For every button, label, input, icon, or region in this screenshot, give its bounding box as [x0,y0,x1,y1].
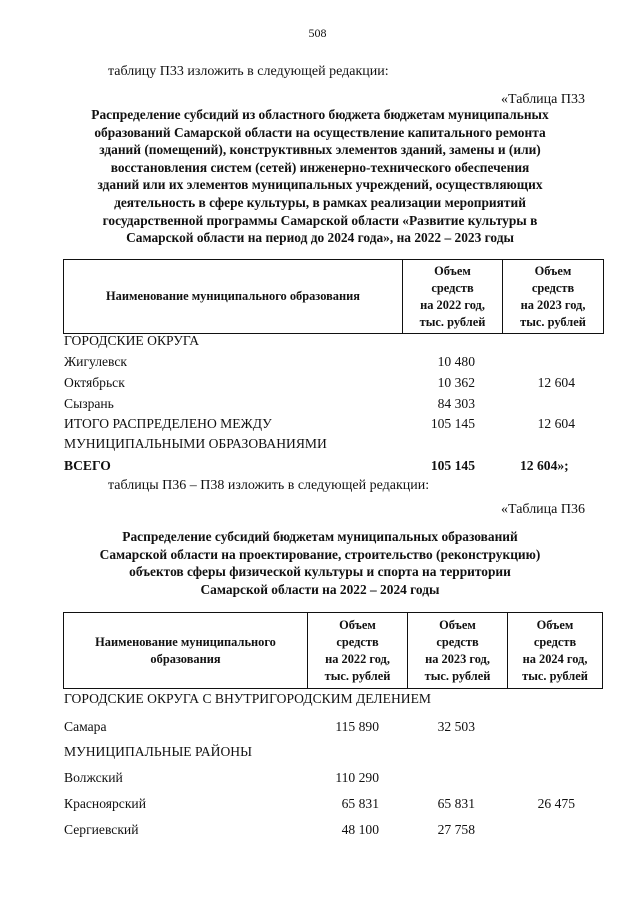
total-value-2023: 12 604»; [520,458,569,473]
row-value-2023: 27 758 [437,822,475,837]
table-row [0,396,635,416]
row-value-2022: 10 480 [437,354,475,369]
table-row [0,822,635,842]
table1-section: ГОРОДСКИЕ ОКРУГА [64,333,200,348]
table2-header-2022: Объем средств на 2022 год, тыс. рублей [308,613,408,689]
table-row [0,719,635,739]
table1-subtotal-row-cont [0,436,635,456]
table1-header-2022: Объем средств на 2022 год, тыс. рублей [403,260,503,334]
table2-title-line: Самарской области на 2022 – 2024 годы [200,581,440,597]
total-label: ВСЕГО [64,458,111,473]
table2-section1-row [0,691,635,711]
table2-title-line: объектов сферы физической культуры и спорта на территории [129,564,511,580]
table2-header-2023: Объем средств на 2023 год, тыс. рублей [408,613,508,689]
table2-header-name: Наименование муниципального образования [64,613,308,689]
table1-title-line: зданий (помещений), конструктивных элементов зданий, замены и (или) [99,142,541,158]
subtotal-value-2022: 105 145 [430,416,475,431]
table-row [0,770,635,790]
row-value-2022: 65 831 [341,796,379,811]
intro-text-2: таблицы П36 – П38 изложить в следующей редакции: [108,478,430,493]
row-value-2022: 48 100 [341,822,379,837]
table2-title-line: Распределение субсидий бюджетам муниципальных образований [122,529,518,544]
table2-header-2024: Объем средств на 2024 год, тыс. рублей [508,613,603,689]
row-name: Октябрьск [64,375,125,390]
table1-header [63,259,604,334]
table-row [0,796,635,816]
subtotal-label-line1: ИТОГО РАСПРЕДЕЛЕНО МЕЖДУ [64,416,272,431]
table-row [0,354,635,374]
row-value-2022: 10 362 [437,375,475,390]
table1-header-2023: Объем средств на 2023 год, тыс. рублей [503,260,604,334]
table2-title [40,528,600,598]
row-name: Сызрань [64,396,114,411]
table1-title-line: Самарской области на период до 2024 года», на 2022 – 2023 годы [126,230,514,246]
total-value-2022: 105 145 [430,458,475,473]
table1-section-row [0,333,635,353]
table1-title-line: государственной программы Самарской области «Развитие культуры в [102,212,538,228]
row-value-2024: 26 475 [537,796,575,811]
row-value-2023: 12 604 [537,375,575,390]
table1-title [40,106,600,247]
subtotal-value-2023: 12 604 [537,416,575,431]
table2-section2-row [0,744,635,764]
subtotal-label-line2: МУНИЦИПАЛЬНЫМИ ОБРАЗОВАНИЯМИ [64,436,327,451]
row-value-2022: 115 890 [335,719,379,734]
table-row [0,375,635,395]
row-value-2023: 32 503 [437,719,475,734]
row-name: Волжский [64,770,123,785]
table2-section2: МУНИЦИПАЛЬНЫЕ РАЙОНЫ [64,744,252,759]
table1-total-row [0,458,635,478]
row-name: Красноярский [64,796,146,811]
row-name: Самара [64,719,107,734]
table1-title-line: зданий или их элементов муниципальных учреждений, осуществляющих [97,177,543,193]
table1-title-line: восстановления систем (сетей) инженерно-технического обеспечения [110,159,530,175]
row-name: Сергиевский [64,822,139,837]
table2-header [63,612,603,689]
row-name: Жигулевск [64,354,128,369]
table2-title-line: Самарской области на проектирование, строительство (реконструкцию) [99,546,541,562]
table1-title-line: образований Самарской области на осуществление капитального ремонта [94,124,546,140]
row-value-2022: 110 290 [335,770,379,785]
table2-reference: «Таблица П36 [501,502,585,517]
table1-header-name: Наименование муниципального образования [64,260,403,334]
page-number: 508 [308,26,327,40]
intro-text-1: таблицу П33 изложить в следующей редакции: [108,64,389,79]
table1-reference: «Таблица П33 [501,92,585,107]
table1-title-line: Распределение субсидий из областного бюджета бюджетам муниципальных [91,107,549,122]
table2-section1: ГОРОДСКИЕ ОКРУГА С ВНУТРИГОРОДСКИМ ДЕЛЕНИЕМ [64,691,431,706]
table1-title-line: деятельность в сфере культуры, в рамках реализации мероприятий [114,194,526,210]
table1-subtotal-row [0,416,635,436]
row-value-2023: 65 831 [437,796,475,811]
row-value-2022: 84 303 [437,396,475,411]
